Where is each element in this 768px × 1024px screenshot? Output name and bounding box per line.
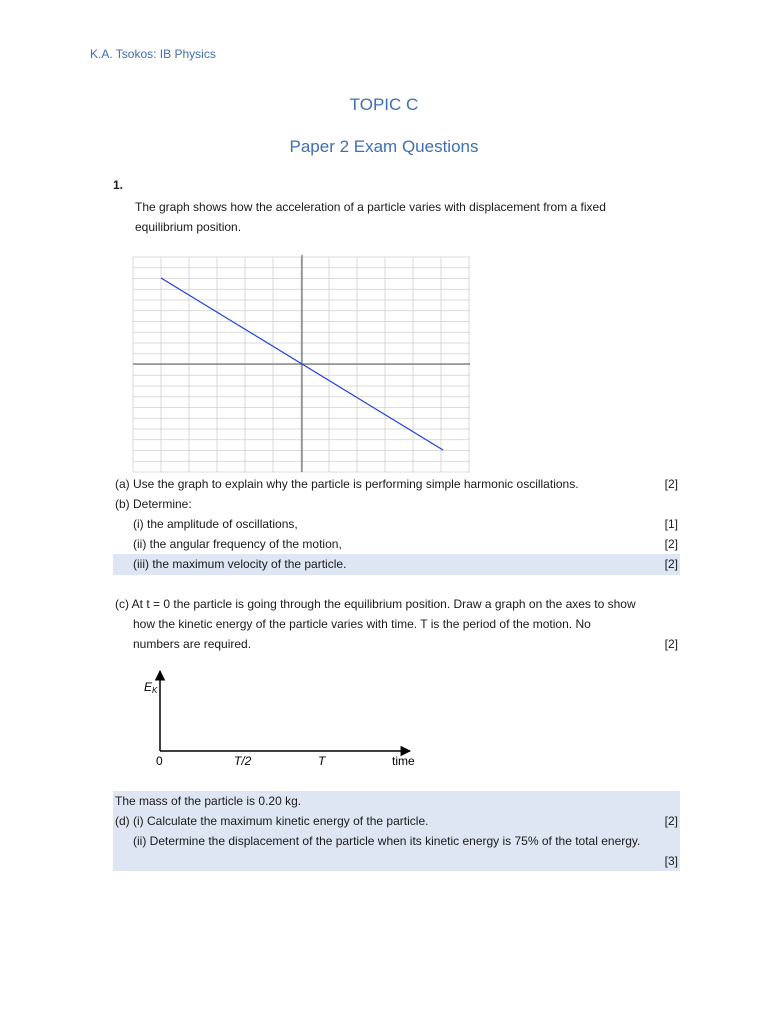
part-b3-text: (iii) the maximum velocity of the particle.	[133, 557, 347, 571]
question-intro: The graph shows how the acceleration of a particle varies with displacement from a fixed equilibrium position.	[135, 200, 606, 234]
paper-title: Paper 2 Exam Questions	[289, 137, 479, 156]
part-b2-mark: [2]	[664, 537, 678, 551]
part-a-text: (a) Use the graph to explain why the particle is performing simple harmonic oscillations.	[115, 477, 579, 491]
header-author: K.A. Tsokos: IB Physics	[90, 47, 216, 61]
part-b2-text: (ii) the angular frequency of the motion,	[133, 537, 342, 551]
part-d1-text: (d) (i) Calculate the maximum kinetic energy of the particle.	[115, 814, 429, 828]
part-b1-mark: [1]	[664, 517, 678, 531]
ek-x-label: time	[392, 754, 415, 768]
part-b3-mark: [2]	[664, 557, 678, 571]
kinetic-energy-axes	[130, 665, 430, 775]
part-b1-text: (i) the amplitude of oscillations,	[133, 517, 298, 531]
part-d1-mark: [2]	[664, 814, 678, 828]
topic-title: TOPIC C	[349, 95, 419, 114]
ek-y-label: EK	[144, 680, 158, 695]
ek-tick-half-period: T/2	[234, 754, 252, 768]
part-c-line3: numbers are required.	[133, 637, 252, 651]
ek-origin-label: 0	[156, 754, 163, 768]
part-d2-mark: [3]	[664, 854, 678, 868]
ek-tick-period: T	[318, 754, 326, 768]
part-c-mark: [2]	[664, 637, 678, 651]
part-a-mark: [2]	[664, 477, 678, 491]
mass-text: The mass of the particle is 0.20 kg.	[115, 794, 302, 808]
question-number: 1.	[113, 178, 124, 192]
part-b-text: (b) Determine:	[115, 497, 192, 511]
acceleration-displacement-graph	[130, 240, 490, 475]
part-c-line2: how the kinetic energy of the particle varies with time. T is the period of the motion. No	[133, 617, 591, 631]
part-d2-text: (ii) Determine the displacement of the particle when its kinetic energy is 75% of the total energy.	[133, 834, 641, 848]
part-c-line1: (c) At t = 0 the particle is going through the equilibrium position. Draw a graph on the axes to show	[115, 597, 636, 611]
